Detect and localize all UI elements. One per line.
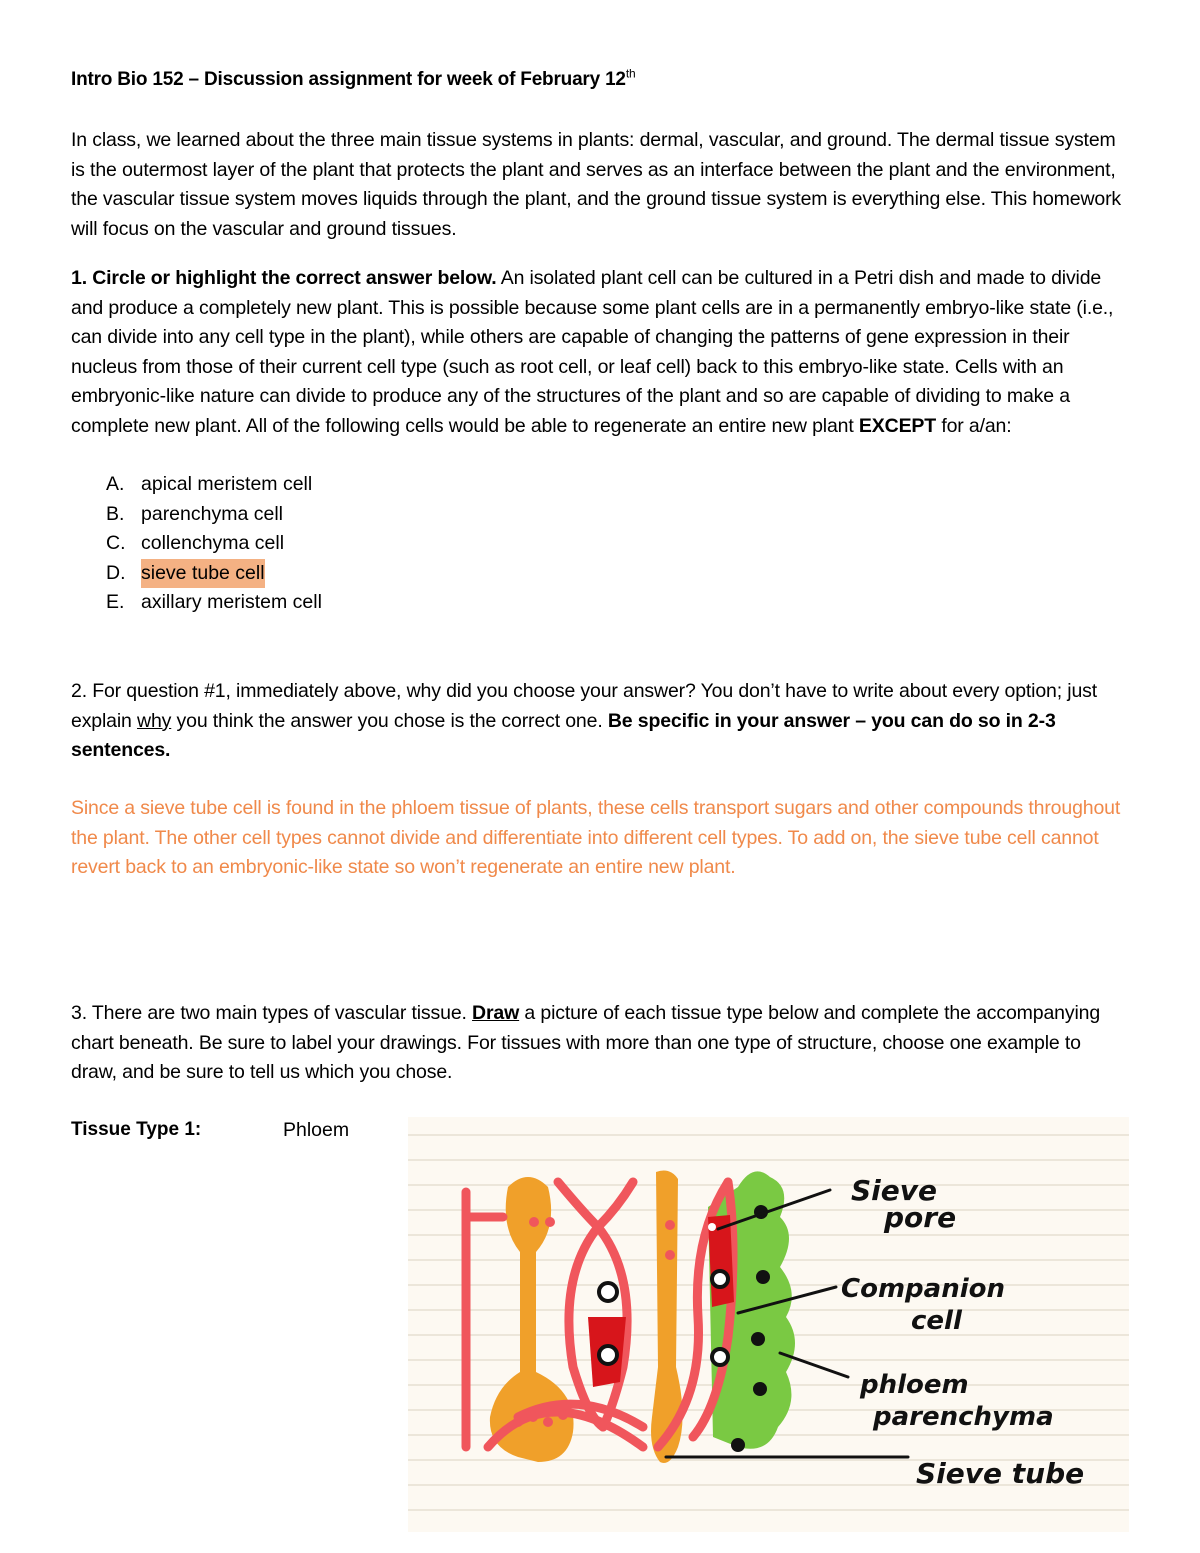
question-2-answer: Since a sieve tube cell is found in the phloem tissue of plants, these cells transport sugars and other compounds throughout the plant. The other cell types cannot divide and differentiate into different cell types. To add on, the sieve tube cell cannot revert back to an embryonic-like state so won’t regenerate an entire new plant. — [71, 797, 1121, 878]
choice-d-selected[interactable]: D. sieve tube cell — [106, 559, 322, 589]
choice-e[interactable]: E. axillary meristem cell — [106, 591, 322, 613]
label-companion-line2: cell — [911, 1306, 962, 1336]
tissue-type-label: Tissue Type 1: — [71, 1119, 202, 1140]
label-companion-line1: Companion — [841, 1274, 1005, 1304]
highlighted-answer: sieve tube cell — [141, 559, 265, 589]
phloem-drawing — [408, 1117, 1129, 1532]
label-sieve-pore-line2: pore — [884, 1201, 957, 1234]
choice-a[interactable]: A. apical meristem cell — [106, 473, 313, 495]
label-parenchyma-line1: phloem — [860, 1370, 969, 1400]
choice-b[interactable]: B. parenchyma cell — [106, 502, 283, 525]
question-1-choices — [106, 470, 322, 618]
intro-paragraph: In class, we learned about the three main tissue systems in plants: dermal, vascular, and ground. The dermal tissue system is the outermost layer of the plant that protects the plant and serves as an interface between the plant and the environment, the vascular tissue system moves liquids through the plant, and the ground tissue system is everything else. This homework will focus on the vascular and ground tissues. — [71, 129, 1122, 240]
tissue-type-value: Phloem — [283, 1119, 350, 1141]
page-title: Intro Bio 152 – Discussion assignment for week of February 12th — [71, 66, 636, 90]
label-parenchyma-line2: parenchyma — [873, 1402, 1054, 1432]
label-sieve-tube: Sieve tube — [916, 1457, 1085, 1490]
label-sieve-pore-line1: Sieve — [851, 1174, 937, 1207]
question-1: 1. Circle or highlight the correct answer below. An isolated plant cell can be cultured in a Petri dish and made to divide and produce a completely new plant. This is possible because some plant cells are in a permanently embryo-like state (i.e., can divide into any cell type in the plant), while others are capable of changing the patterns of gene expression in their nucleus from those of their current cell type (such as root cell, or leaf cell) back to this embryo-like state. Cells with an embryonic-like nature can divide to produce any of the structures of the plant and so are capable of dividing to make a complete new plant. All of the following cells would be able to regenerate an entire new plant EXCEPT for a/an: — [71, 267, 1114, 437]
question-2: 2. For question #1, immediately above, why did you choose your answer? You don’t have to write about every option; just explain why you think the answer you chose is the correct one. Be specific in your answer – you can do so in 2-3 sentences. — [71, 680, 1098, 761]
choice-c[interactable]: C. collenchyma cell — [106, 532, 285, 554]
question-3: 3. There are two main types of vascular tissue. Draw a picture of each tissue type below and complete the accompanying chart beneath. Be sure to label your drawings. For tissues with more than one type of structure, choose one example to draw, and be sure to tell us which you chose. — [71, 1002, 1101, 1083]
question-1-instruction: 1. Circle or highlight the correct answer below. — [71, 267, 497, 289]
